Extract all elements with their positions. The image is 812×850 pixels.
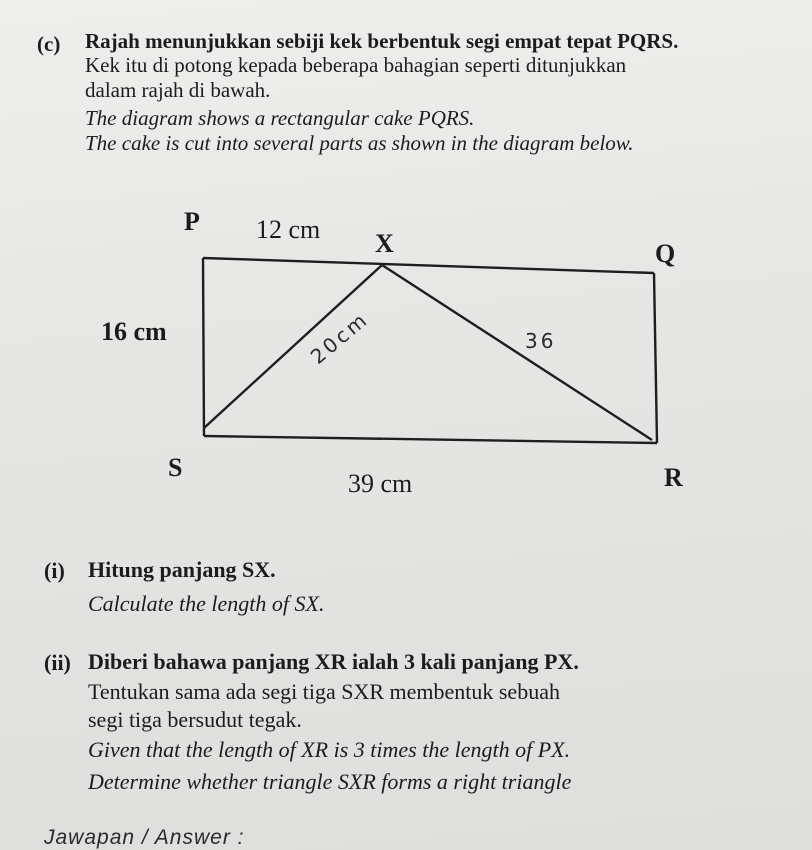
- question-english-line-2: The cake is cut into several parts as shown in the diagram below.: [85, 131, 634, 155]
- part-i-malay: Hitung panjang SX.: [88, 557, 276, 582]
- sr-length-label: 39 cm: [348, 469, 413, 498]
- question-english-line-1: The diagram shows a rectangular cake PQRS.: [85, 106, 475, 130]
- part-ii-english-line-1: Given that the length of XR is 3 times the length of PX.: [88, 737, 571, 762]
- vertex-p-label: P: [184, 207, 200, 236]
- part-ii-malay-line-1: Diberi bahawa panjang XR ialah 3 kali panjang PX.: [88, 649, 579, 674]
- cut-line-xr: [382, 265, 652, 440]
- vertex-q-label: Q: [655, 239, 676, 268]
- question-malay-line-1: Rajah menunjukkan sebiji kek berbentuk segi empat tepat PQRS.: [85, 29, 679, 53]
- side-qr: [654, 273, 657, 443]
- side-pq: [203, 258, 654, 273]
- part-ii-english-line-2: Determine whether triangle SXR forms a right triangle: [88, 769, 572, 794]
- part-ii-malay-line-2: Tentukan sama ada segi tiga SXR membentuk sebuah: [88, 679, 560, 704]
- vertex-x-label: X: [375, 229, 394, 258]
- answer-label: Jawapan / Answer :: [44, 826, 245, 849]
- side-ps: [203, 258, 204, 436]
- px-length-label: 12 cm: [256, 215, 321, 244]
- vertex-s-label: S: [168, 453, 183, 482]
- cut-line-sx: [204, 265, 382, 428]
- part-i-number: (i): [44, 558, 65, 583]
- handwritten-sx-length: 20cm: [305, 306, 374, 369]
- part-i-english: Calculate the length of SX.: [88, 591, 325, 616]
- vertex-r-label: R: [664, 463, 683, 492]
- question-malay-line-3: dalam rajah di bawah.: [85, 78, 271, 102]
- side-sr: [204, 436, 657, 443]
- ps-length-label: 16 cm: [101, 317, 167, 346]
- handwritten-xr-length: 36: [525, 329, 557, 353]
- question-label: (c): [37, 32, 61, 56]
- part-ii-number: (ii): [44, 650, 71, 675]
- question-malay-line-2: Kek itu di potong kepada beberapa bahagian seperti ditunjukkan: [85, 53, 627, 77]
- part-ii-malay-line-3: segi tiga bersudut tegak.: [88, 707, 302, 732]
